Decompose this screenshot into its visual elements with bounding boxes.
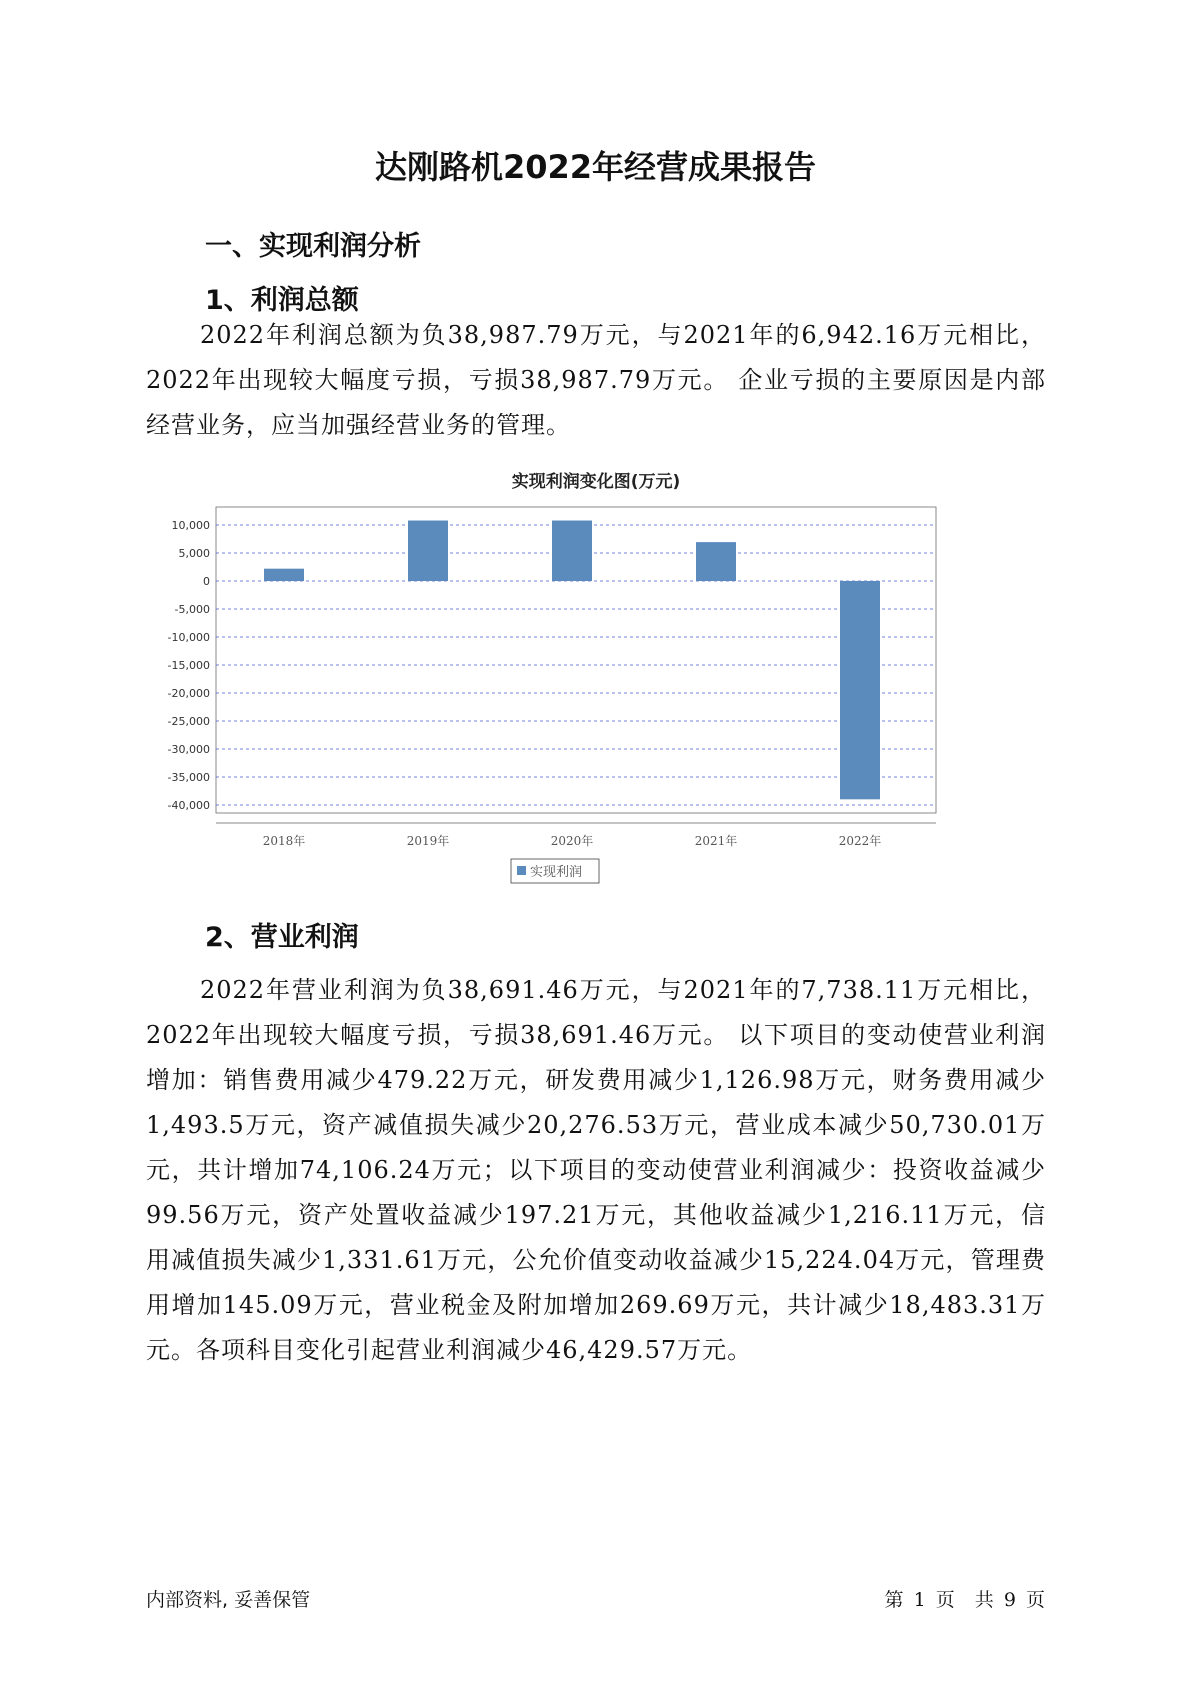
y-tick-label: -10,000	[167, 631, 210, 644]
y-tick-label: -30,000	[167, 743, 210, 756]
footer-page-number: 1	[913, 1589, 926, 1611]
chart-title: 实现利润变化图(万元)	[511, 472, 681, 492]
footer-page-suffix: 页	[1025, 1589, 1045, 1611]
subsection-heading-operating-profit: 2、营业利润	[205, 922, 359, 953]
x-tick-label: 2022年	[838, 834, 882, 848]
y-tick-label: -25,000	[167, 715, 210, 728]
paragraph-profit-total: 2022年利润总额为负38,987.79万元，与2021年的6,942.16万元相比，2022年出现较大幅度亏损，亏损38,987.79万元。 企业亏损的主要原因是内部经营业务，应当加强经营业务的管理。	[146, 321, 1046, 439]
y-tick-label: -40,000	[167, 799, 210, 812]
profit-bar-chart	[146, 472, 1046, 955]
y-tick-label: -20,000	[167, 687, 210, 700]
bar	[552, 521, 592, 581]
footer-page-info	[885, 1585, 1046, 1612]
bar	[408, 521, 448, 581]
x-tick-label: 2021年	[694, 834, 738, 848]
subsection-heading-profit-total: 1、利润总额	[205, 285, 359, 316]
legend-swatch	[517, 866, 526, 875]
y-tick-label: -15,000	[167, 659, 210, 672]
y-tick-label: 0	[203, 575, 210, 588]
page-title: 达刚路机2022年经营成果报告	[374, 148, 817, 186]
bar	[696, 542, 736, 581]
bar	[840, 581, 880, 799]
footer-total-pages: 9	[1003, 1589, 1016, 1611]
bar	[264, 569, 304, 581]
y-tick-label: -35,000	[167, 771, 210, 784]
footer-page-mid: 页 共	[935, 1589, 994, 1611]
footer-confidential: 内部资料, 妥善保管	[146, 1589, 311, 1611]
footer-page-prefix: 第	[884, 1589, 904, 1611]
legend-label: 实现利润	[530, 865, 583, 880]
paragraph-operating-profit: 2022年营业利润为负38,691.46万元，与2021年的7,738.11万元相比，2022年出现较大幅度亏损，亏损38,691.46万元。 以下项目的变动使营业利润增加：销售费用减少479.22万元，研发费用减少1,126.98万元，财务费用减少1,493.5万元，资产减值损失减少20,276.53万元，营业成本减少50,730.01万元，共计增加74,106.24万元；以下项目的变动使营业利润减少：投资收益减少99.56万元，资产处置收益减少197.21万元，其他收益减少1,216.11万元，信用减值损失减少1,331.61万元，公允价值变动收益减少15,224.04万元，管理费用增加145.09万元，营业税金及附加增加269.69万元，共计减少18,483.31万元。各项科目变化引起营业利润减少46,429.57万元。	[146, 976, 1046, 1364]
profit-chart	[146, 472, 1046, 955]
y-tick-label: 5,000	[178, 547, 210, 560]
y-tick-label: -5,000	[174, 603, 210, 616]
x-tick-label: 2019年	[406, 834, 450, 848]
x-tick-label: 2020年	[550, 834, 594, 848]
x-tick-label: 2018年	[262, 834, 306, 848]
section-heading: 一、实现利润分析	[205, 231, 421, 262]
y-tick-label: 10,000	[171, 519, 210, 532]
